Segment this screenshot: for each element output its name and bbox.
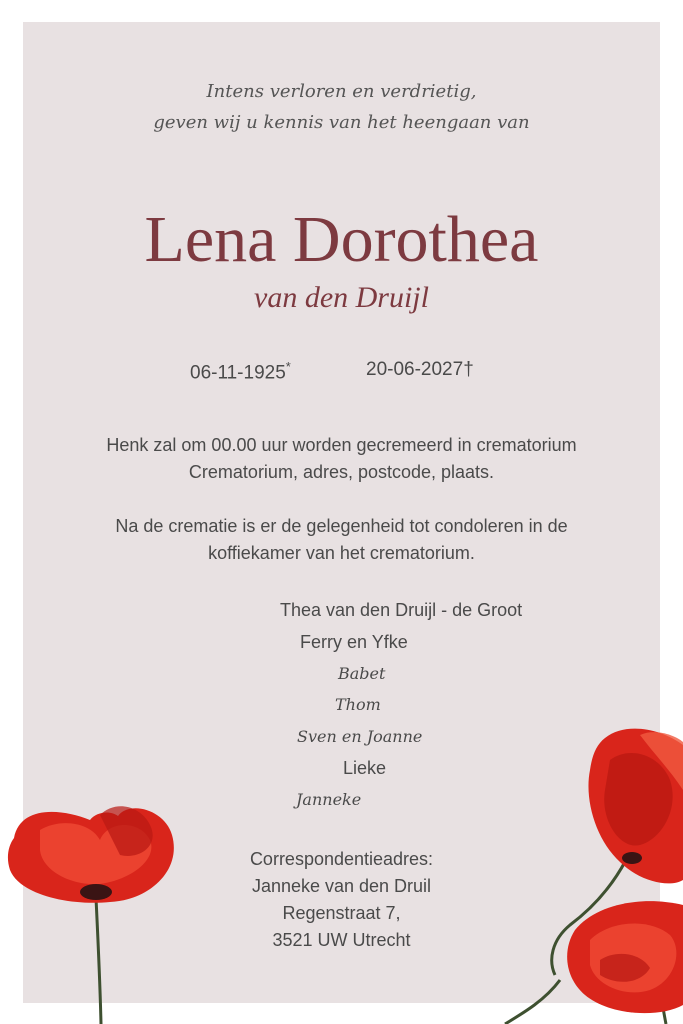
address-street: Regenstraat 7, (282, 903, 401, 923)
condolence-line-2: koffiekamer van het crematorium. (208, 543, 475, 563)
address-city: 3521 UW Utrecht (272, 930, 411, 950)
correspondence-address (0, 846, 683, 954)
family-member: Thea van den Druijl - de Groot (280, 600, 523, 620)
family-member: Lieke (343, 758, 387, 778)
birth-date-value: 06-11-1925 (190, 362, 286, 384)
birth-symbol: * (285, 359, 291, 374)
intro-line-1: Intens verloren en verdrietig, (206, 81, 477, 102)
family-member: Sven en Joanne (297, 727, 423, 746)
cremation-line-1: Henk zal om 00.00 uur worden gecremeerd in crematorium (106, 435, 577, 455)
address-heading: Correspondentieadres: (249, 849, 434, 869)
deceased-surname: van den Druijl (254, 281, 429, 314)
condolence-text (0, 513, 683, 567)
condolence-line-1: Na de crematie is er de gelegenheid tot condoleren in de (115, 516, 568, 536)
cremation-text (0, 432, 683, 486)
intro-text (0, 76, 683, 138)
birth-date (190, 359, 291, 384)
family-member: Ferry en Yfke (300, 632, 408, 652)
intro-line-2: geven wij u kennis van het heengaan van (153, 112, 530, 133)
family-member: Babet (338, 664, 386, 683)
address-name: Janneke van den Druil (251, 876, 432, 896)
death-date: 20-06-2027† (366, 359, 474, 380)
family-member: Janneke (296, 790, 362, 809)
deceased-name: Lena Dorothea (144, 203, 539, 276)
cremation-line-2: Crematorium, adres, postcode, plaats. (188, 462, 495, 482)
family-member: Thom (335, 695, 381, 714)
